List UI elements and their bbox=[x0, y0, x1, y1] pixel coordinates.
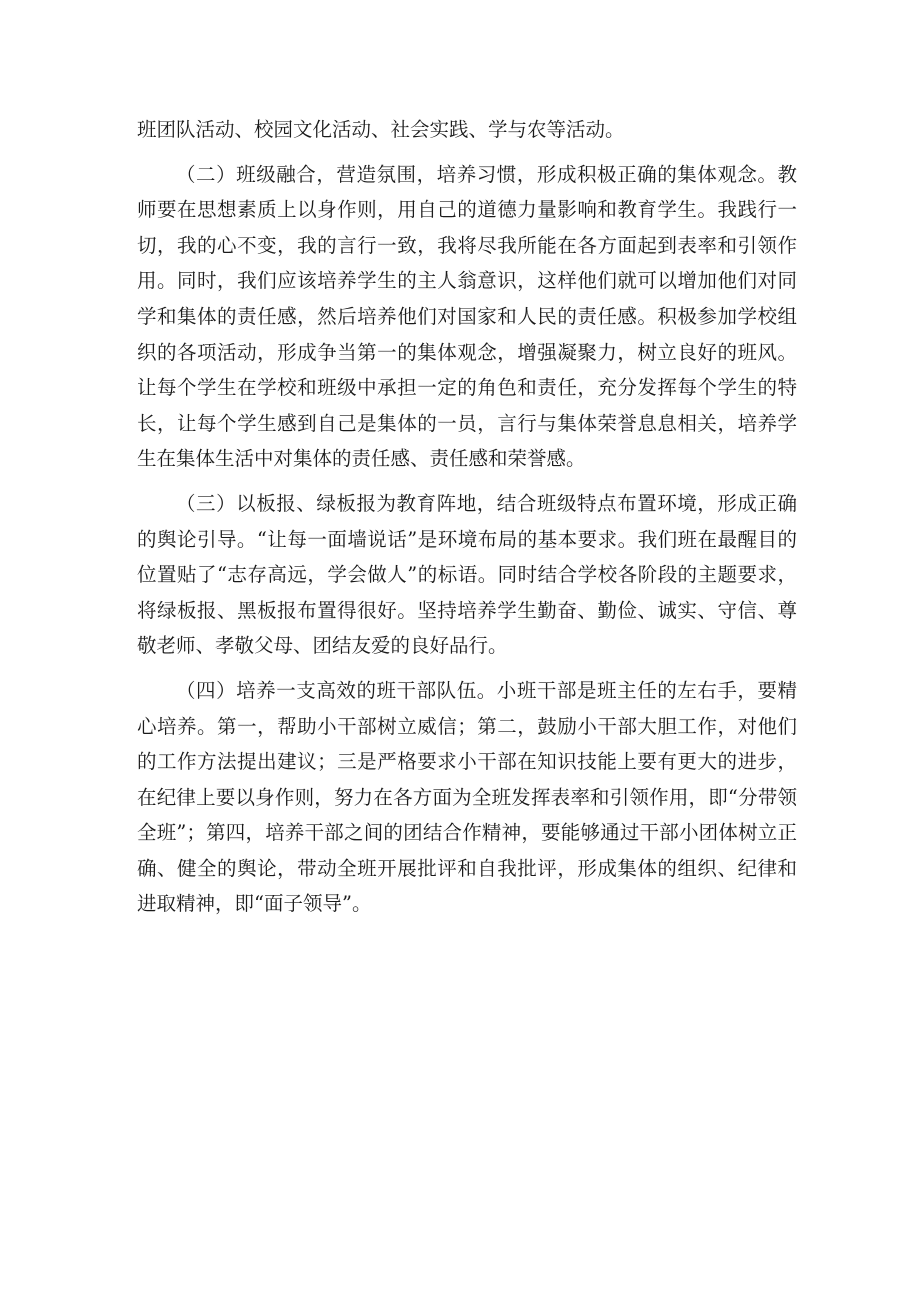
paragraph-section-2: （二）班级融合，营造氛围，培养习惯，形成积极正确的集体观念。教师要在思想素质上以身作则，用自己的道德力量影响和教育学生。我践行一切，我的心不变，我的言行一致，我将尽我所能在各方面起到表率和引领作用。同时，我们应该培养学生的主人翁意识，这样他们就可以增加他们对同学和集体的责任感，然后培养他们对国家和人民的责任感。积极参加学校组织的各项活动，形成争当第一的集体观念，增强凝聚力，树立良好的班风。让每个学生在学校和班级中承担一定的角色和责任，充分发挥每个学生的特长，让每个学生感到自己是集体的一员，言行与集体荣誉息息相关，培养学生在集体生活中对集体的责任感、责任感和荣誉感。 bbox=[137, 162, 797, 471]
paragraph-section-4: （四）培养一支高效的班干部队伍。小班干部是班主任的左右手，要精心培养。第一，帮助小干部树立威信；第二，鼓励小干部大胆工作，对他们的工作方法提出建议；三是严格要求小干部在知识技能上要有更大的进步，在纪律上要以身作则，努力在各方面为全班发挥表率和引领作用，即“分带领全班”；第四，培养干部之间的团结合作精神，要能够通过干部小团体树立正确、健全的舆论，带动全班开展批评和自我批评，形成集体的组织、纪律和进取精神，即“面子领导”。 bbox=[137, 678, 797, 916]
paragraph-section-3: （三）以板报、绿板报为教育阵地，结合班级特点布置环境，形成正确的舆论引导。“让每一面墙说话”是环境布局的基本要求。我们班在最醒目的位置贴了“志存高远，学会做人”的标语。同时结合学校各阶段的主题要求，将绿板报、黑板报布置得很好。坚持培养学生勤奋、勤俭、诚实、守信、尊敬老师、孝敬父母、团结友爱的良好品行。 bbox=[137, 491, 797, 658]
body-text bbox=[137, 112, 797, 922]
paragraph-continuation: 班团队活动、校园文化活动、社会实践、学与农等活动。 bbox=[137, 118, 625, 141]
